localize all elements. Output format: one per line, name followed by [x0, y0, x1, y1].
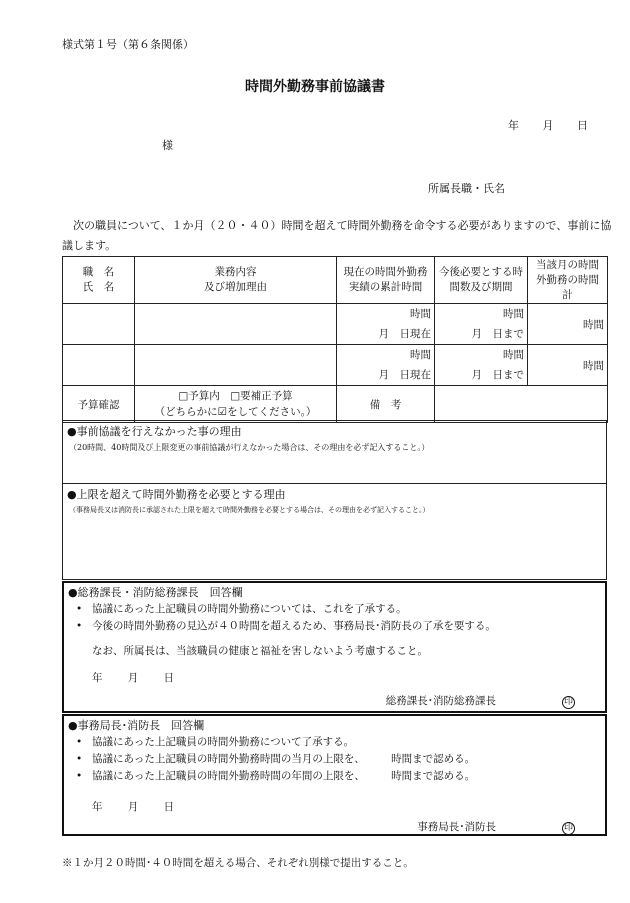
section-note: （20時間、40時間及び上限変更の事前協議が行えなかった場合は、その理由を必ず記入すること。）: [69, 443, 430, 452]
date-line: 年 月 日: [508, 119, 588, 132]
budget-hint: （どちらかに☑をしてください。）: [154, 406, 317, 418]
list-item: • 協議にあった上記職員の時間外勤務について了承する。: [76, 736, 355, 748]
budget-label: 予算確認: [63, 386, 135, 423]
form-number: 様式第１号（第６条関係）: [62, 38, 194, 51]
addressee: 様: [162, 139, 173, 152]
name-cell[interactable]: [63, 345, 135, 386]
seal-icon: 印: [563, 697, 573, 707]
answer-date[interactable]: 年 月 日: [92, 801, 175, 813]
current-cell[interactable]: [337, 345, 435, 386]
until-label: 月 日まで: [471, 369, 524, 381]
answer-date[interactable]: 年 月 日: [92, 672, 175, 684]
month-total-cell[interactable]: [528, 345, 608, 386]
future-cell[interactable]: [435, 345, 528, 386]
budget-checkboxes[interactable]: □予算内 □要補正予算: [178, 390, 293, 402]
page-title: 時間外勤務事前協議書: [245, 79, 385, 95]
overtime-table: [62, 256, 608, 423]
name-cell[interactable]: [63, 304, 135, 345]
header-future: 今後必要とする時間数及び期間: [435, 257, 528, 304]
header-month-total: 当該月の時間外勤務の時間計: [528, 257, 608, 304]
list-item: • 協議にあった上記職員の時間外勤務時間の年間の上限を、 時間まで認める。: [76, 770, 476, 782]
task-cell[interactable]: [135, 304, 337, 345]
budget-options[interactable]: [135, 386, 337, 423]
list-item: • 今後の時間外勤務の見込が４０時間を超えるため、事務局長･消防長の了承を要する。: [76, 620, 496, 632]
answer-signer: 総務課長･消防総務課長 印: [385, 695, 573, 707]
answer-heading: ●総務課長・消防総務課長 回答欄: [68, 586, 243, 599]
header-current: 現在の時間外勤務実績の累計時間: [337, 257, 435, 304]
intro-text: 次の職員について、１か月（２０・４０）時間を超えて時間外勤務を命令する必要がありますので、事前に協議します。: [62, 219, 612, 252]
hours-unit: 時間: [503, 308, 524, 320]
as-of-label: 月 日現在: [378, 369, 431, 381]
hours-unit: 時間: [583, 359, 604, 372]
section-heading: ●事前協議を行えなかった事の理由: [67, 425, 242, 438]
table-row: [63, 304, 608, 345]
footer-note: ※１か月２０時間･４０時間を超える場合、それぞれ別様で提出すること。: [62, 857, 414, 869]
seal-icon: 印: [563, 823, 573, 833]
hours-unit: 時間: [410, 308, 431, 320]
hours-unit: 時間: [410, 349, 431, 361]
section-note: （事務局長又は消防長に承認された上限を超えて時間外勤務を必要とする場合は、その理由を必ず記入すること。）: [69, 506, 430, 514]
secretary-general-answer-box: [62, 714, 607, 836]
header-name: 職 名 氏 名: [63, 257, 135, 304]
as-of-label: 月 日現在: [378, 328, 431, 340]
hours-unit: 時間: [503, 349, 524, 361]
answer-heading: ●事務局長･消防長 回答欄: [68, 719, 205, 732]
general-affairs-answer-box: [62, 581, 607, 713]
answer-paragraph: なお、所属長は、当該職員の健康と福祉を害しないよう考慮すること。: [92, 645, 428, 657]
hours-unit: 時間: [583, 318, 604, 331]
answer-signer: 事務局長･消防長 印: [417, 821, 573, 833]
current-cell[interactable]: [337, 304, 435, 345]
no-prior-reason-section[interactable]: [62, 420, 607, 484]
department-signature: 所属長職・氏名: [428, 182, 505, 195]
section-heading: ●上限を超えて時間外勤務を必要とする理由: [67, 488, 286, 501]
over-limit-reason-section[interactable]: [62, 484, 607, 580]
month-total-cell[interactable]: [528, 304, 608, 345]
header-task: 業務内容 及び増加理由: [135, 257, 337, 304]
until-label: 月 日まで: [471, 328, 524, 340]
task-cell[interactable]: [135, 345, 337, 386]
list-item: • 協議にあった上記職員の時間外勤務時間の当月の上限を、 時間まで認める。: [76, 753, 476, 765]
remarks-label: 備 考: [337, 386, 435, 423]
list-item: • 協議にあった上記職員の時間外勤務については、これを了承する。: [76, 603, 407, 615]
table-row: [63, 345, 608, 386]
future-cell[interactable]: [435, 304, 528, 345]
remarks-cell[interactable]: [435, 386, 608, 423]
